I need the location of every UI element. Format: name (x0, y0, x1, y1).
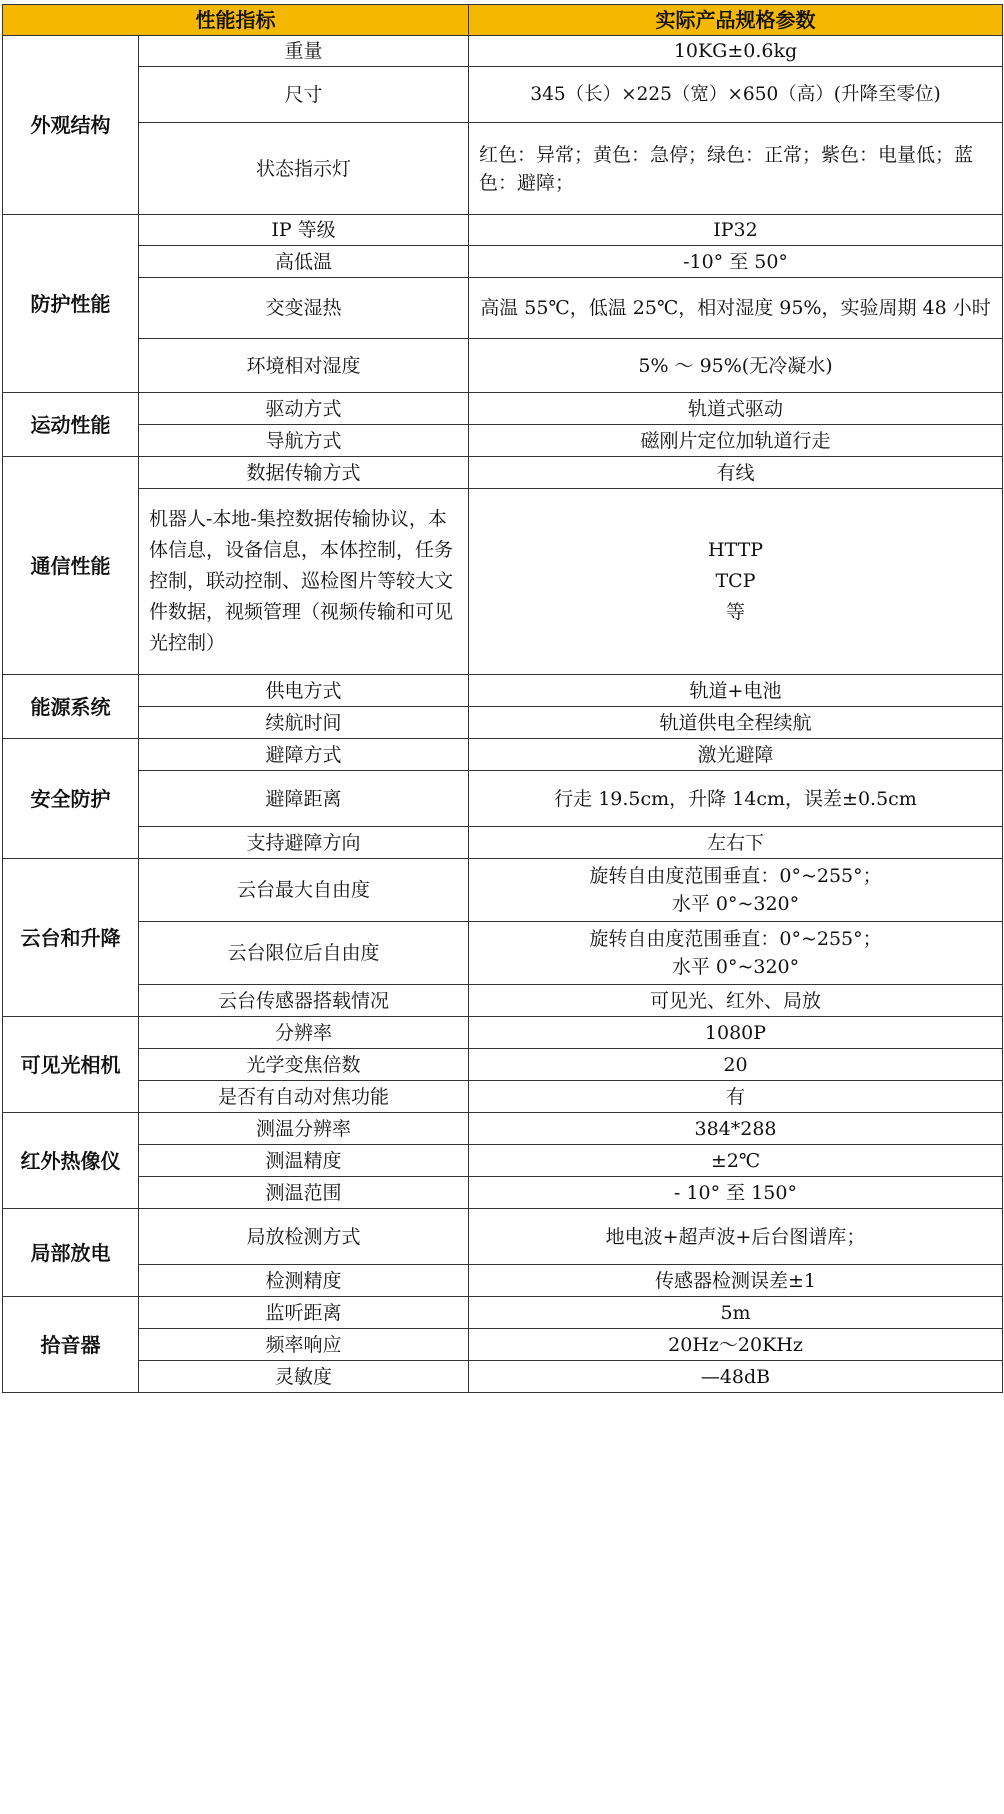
indicator-cell: 测温分辨率 (139, 1113, 469, 1145)
table-row (3, 1017, 1003, 1049)
table-row (3, 922, 1003, 985)
table-row (3, 246, 1003, 278)
indicator-cell: 云台最大自由度 (139, 859, 469, 922)
indicator-cell: 重量 (139, 36, 469, 67)
header-spec: 实际产品规格参数 (469, 5, 1003, 36)
category-cell: 云台和升降 (3, 859, 139, 1017)
indicator-cell: 状态指示灯 (139, 123, 469, 215)
value-cell: 红色：异常；黄色：急停；绿色：正常；紫色：电量低；蓝色：避障； (469, 123, 1003, 215)
value-cell: - 10° 至 150° (469, 1177, 1003, 1209)
category-cell: 能源系统 (3, 675, 139, 739)
value-cell: 轨道+电池 (469, 675, 1003, 707)
table-row (3, 36, 1003, 67)
indicator-cell: 避障方式 (139, 739, 469, 771)
value-cell: 20Hz～20KHz (469, 1329, 1003, 1361)
indicator-cell: 云台传感器搭载情况 (139, 985, 469, 1017)
indicator-cell: 高低温 (139, 246, 469, 278)
value-cell: 轨道式驱动 (469, 393, 1003, 425)
indicator-cell: 是否有自动对焦功能 (139, 1081, 469, 1113)
table-row (3, 1049, 1003, 1081)
table-row (3, 489, 1003, 675)
category-cell: 局部放电 (3, 1209, 139, 1297)
indicator-cell: 尺寸 (139, 67, 469, 123)
table-row (3, 1297, 1003, 1329)
value-cell: 地电波+超声波+后台图谱库； (469, 1209, 1003, 1265)
table-row (3, 771, 1003, 827)
table-row (3, 1113, 1003, 1145)
table-row (3, 278, 1003, 339)
table-row (3, 1209, 1003, 1265)
value-cell: HTTP TCP 等 (469, 489, 1003, 675)
indicator-cell: 光学变焦倍数 (139, 1049, 469, 1081)
value-cell: 左右下 (469, 827, 1003, 859)
value-cell: 345（长）×225（宽）×650（高）(升降至零位) (469, 67, 1003, 123)
table-row (3, 859, 1003, 922)
table-row (3, 707, 1003, 739)
value-cell: 传感器检测误差±1 (469, 1265, 1003, 1297)
value-cell: 20 (469, 1049, 1003, 1081)
value-cell: —48dB (469, 1361, 1003, 1393)
category-cell: 通信性能 (3, 457, 139, 675)
table-row (3, 985, 1003, 1017)
category-cell: 防护性能 (3, 215, 139, 393)
category-cell: 红外热像仪 (3, 1113, 139, 1209)
table-row (3, 827, 1003, 859)
indicator-cell: 环境相对湿度 (139, 339, 469, 393)
indicator-cell: 频率响应 (139, 1329, 469, 1361)
table-row (3, 393, 1003, 425)
table-row (3, 739, 1003, 771)
table-row (3, 1361, 1003, 1393)
value-cell: ±2℃ (469, 1145, 1003, 1177)
table-row (3, 1145, 1003, 1177)
indicator-cell: 分辨率 (139, 1017, 469, 1049)
indicator-cell: IP 等级 (139, 215, 469, 246)
category-cell: 可见光相机 (3, 1017, 139, 1113)
category-cell: 外观结构 (3, 36, 139, 215)
indicator-cell: 交变湿热 (139, 278, 469, 339)
value-cell: 旋转自由度范围垂直：0°~255°； 水平 0°~320° (469, 859, 1003, 922)
indicator-cell: 云台限位后自由度 (139, 922, 469, 985)
value-cell: 轨道供电全程续航 (469, 707, 1003, 739)
value-cell: 旋转自由度范围垂直：0°~255°； 水平 0°~320° (469, 922, 1003, 985)
value-cell: 可见光、红外、局放 (469, 985, 1003, 1017)
indicator-cell: 续航时间 (139, 707, 469, 739)
header-indicator: 性能指标 (3, 5, 469, 36)
category-cell: 拾音器 (3, 1297, 139, 1393)
indicator-cell: 机器人-本地-集控数据传输协议，本体信息，设备信息，本体控制，任务控制，联动控制、巡检图片等较大文件数据，视频管理（视频传输和可见光控制） (139, 489, 469, 675)
header-row (3, 5, 1003, 36)
category-cell: 安全防护 (3, 739, 139, 859)
indicator-cell: 局放检测方式 (139, 1209, 469, 1265)
table-row (3, 1329, 1003, 1361)
table-row (3, 339, 1003, 393)
table-row (3, 215, 1003, 246)
indicator-cell: 支持避障方向 (139, 827, 469, 859)
table-row (3, 675, 1003, 707)
category-cell: 运动性能 (3, 393, 139, 457)
table-row (3, 67, 1003, 123)
value-cell: 5m (469, 1297, 1003, 1329)
value-cell: 有线 (469, 457, 1003, 489)
indicator-cell: 驱动方式 (139, 393, 469, 425)
table-row (3, 425, 1003, 457)
table-row (3, 123, 1003, 215)
value-cell: 行走 19.5cm，升降 14cm，误差±0.5cm (469, 771, 1003, 827)
value-cell: 有 (469, 1081, 1003, 1113)
indicator-cell: 测温范围 (139, 1177, 469, 1209)
table-row (3, 1177, 1003, 1209)
indicator-cell: 检测精度 (139, 1265, 469, 1297)
spec-table (2, 4, 1003, 1393)
table-row (3, 1081, 1003, 1113)
indicator-cell: 供电方式 (139, 675, 469, 707)
value-cell: 磁刚片定位加轨道行走 (469, 425, 1003, 457)
indicator-cell: 避障距离 (139, 771, 469, 827)
value-cell: 10KG±0.6kg (469, 36, 1003, 67)
table-row (3, 1265, 1003, 1297)
table-row (3, 457, 1003, 489)
indicator-cell: 测温精度 (139, 1145, 469, 1177)
indicator-cell: 导航方式 (139, 425, 469, 457)
indicator-cell: 灵敏度 (139, 1361, 469, 1393)
indicator-cell: 数据传输方式 (139, 457, 469, 489)
value-cell: -10° 至 50° (469, 246, 1003, 278)
value-cell: 5% ～ 95%(无冷凝水) (469, 339, 1003, 393)
value-cell: 激光避障 (469, 739, 1003, 771)
value-cell: IP32 (469, 215, 1003, 246)
value-cell: 384*288 (469, 1113, 1003, 1145)
value-cell: 1080P (469, 1017, 1003, 1049)
indicator-cell: 监听距离 (139, 1297, 469, 1329)
value-cell: 高温 55℃，低温 25℃，相对湿度 95%，实验周期 48 小时 (469, 278, 1003, 339)
